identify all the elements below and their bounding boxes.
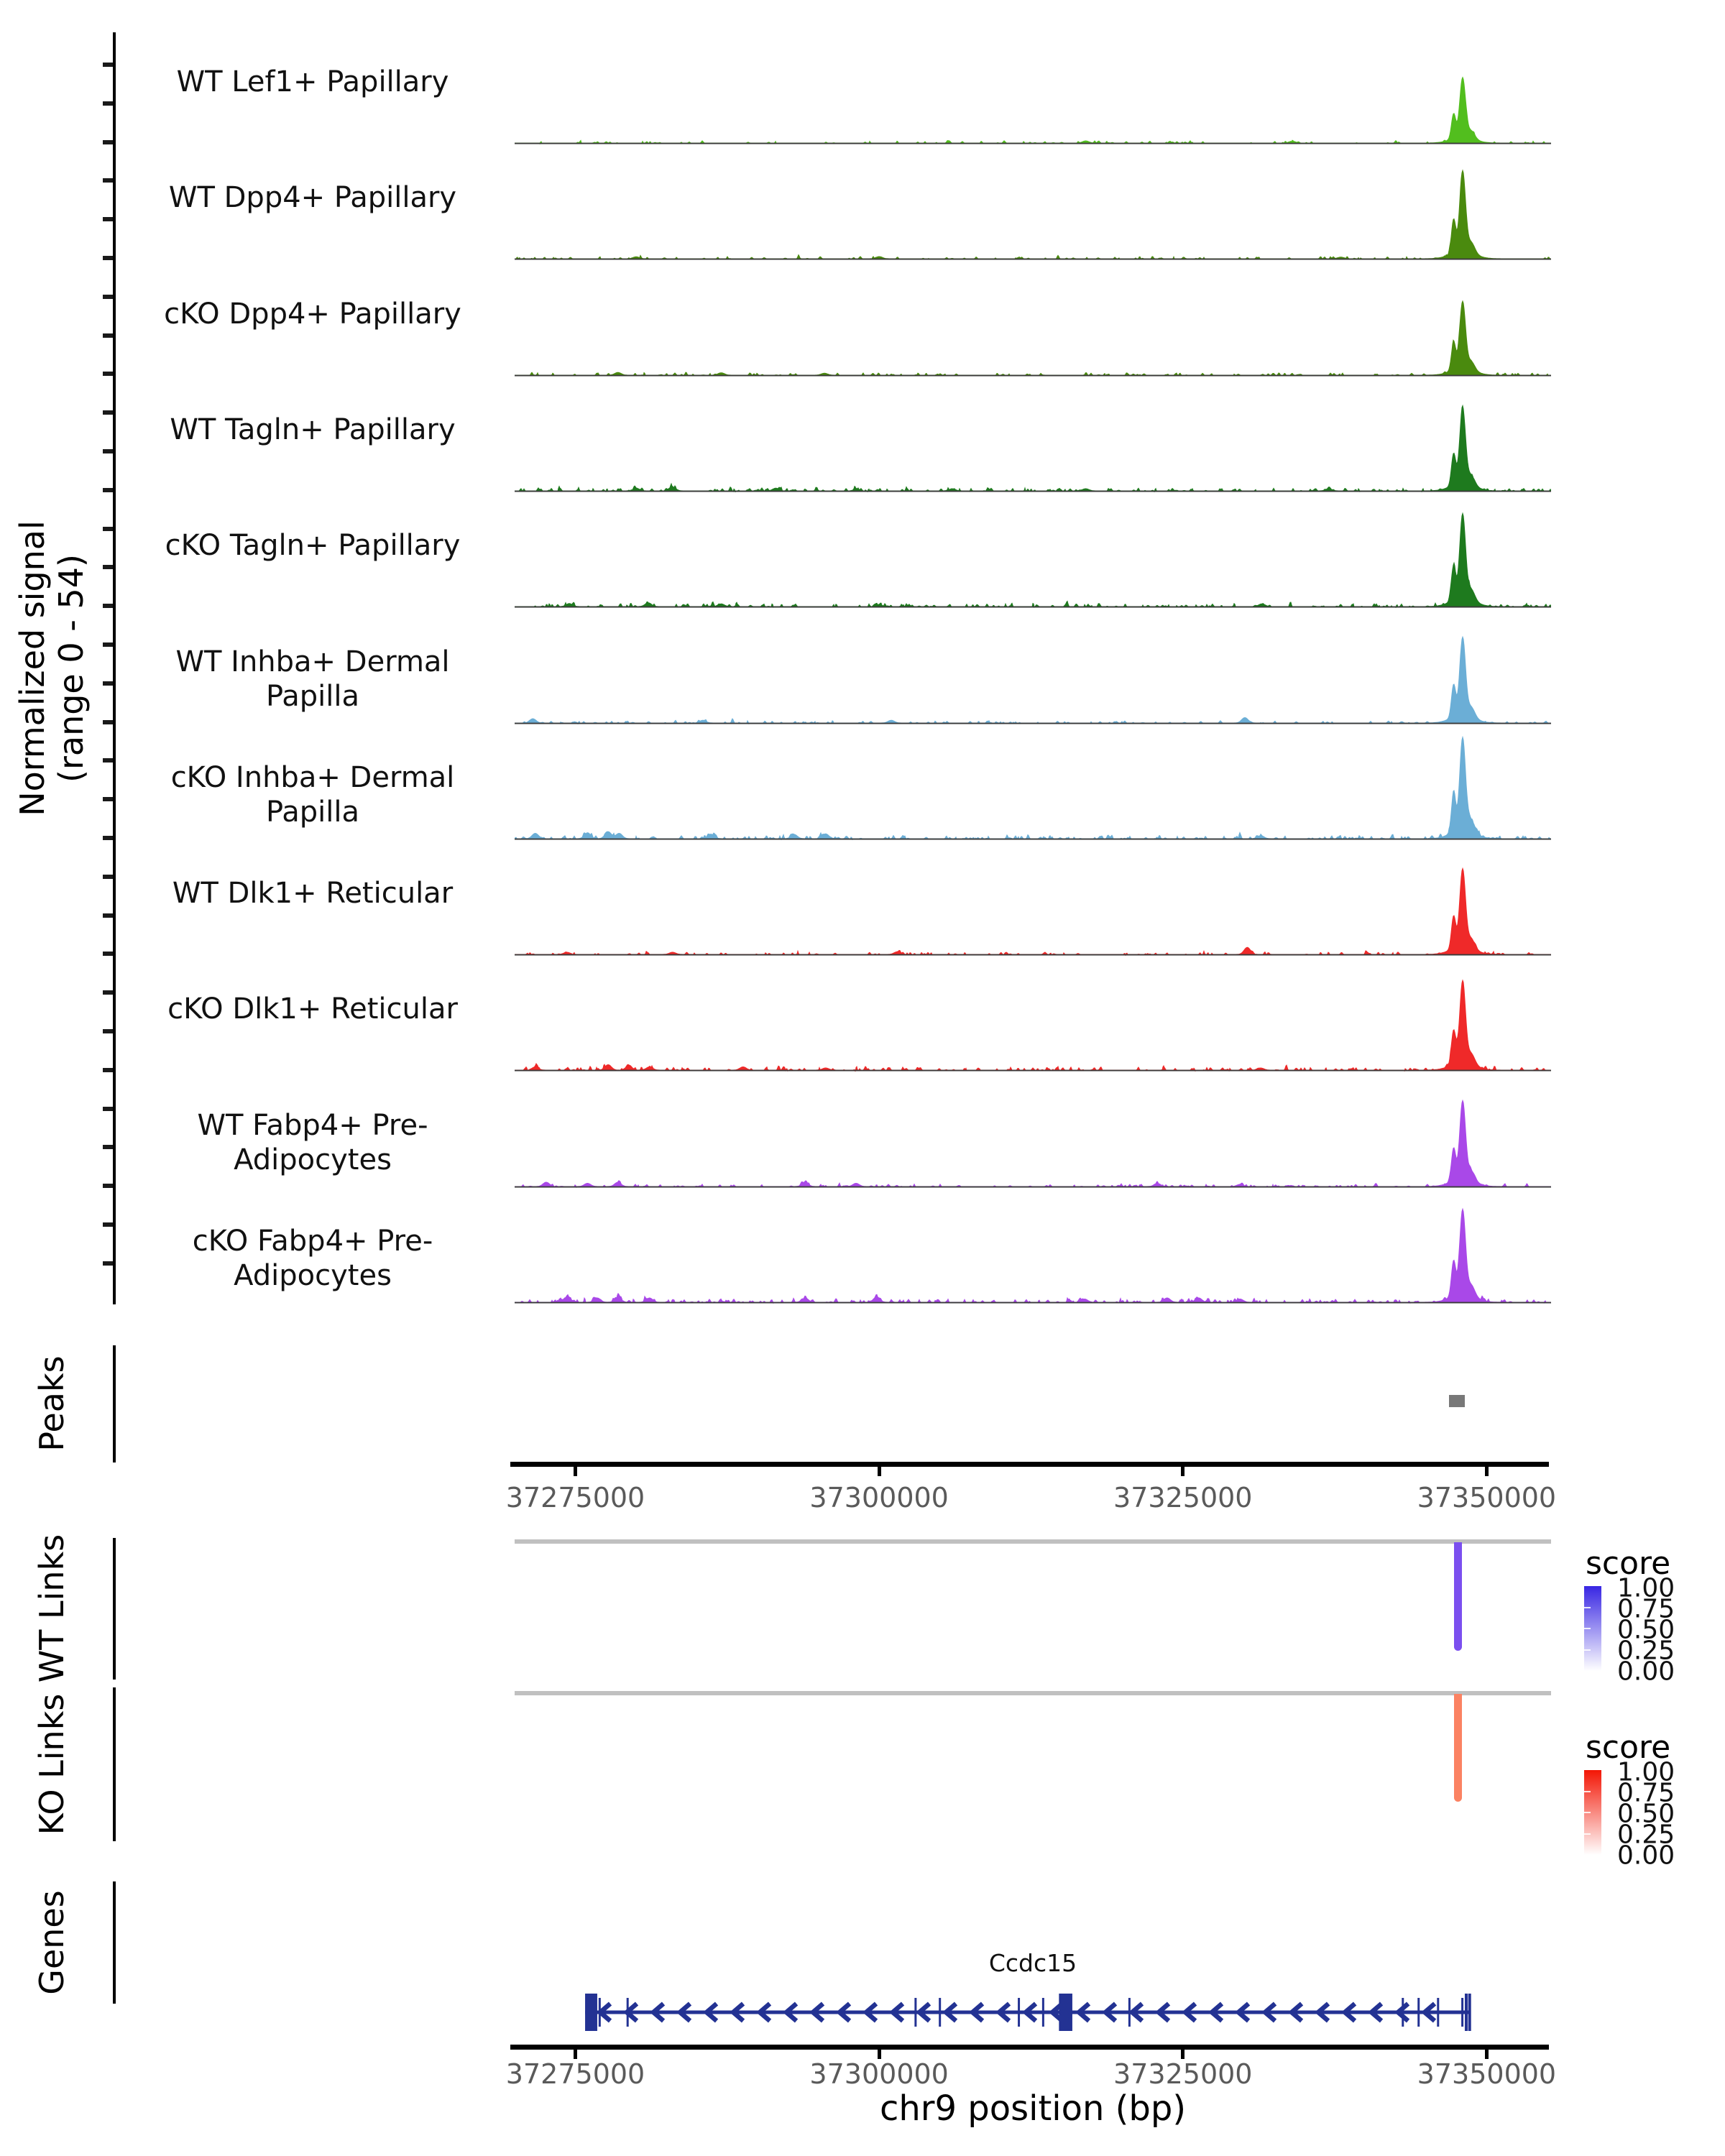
track-baseline	[515, 259, 1551, 260]
signal-axis-title-line2: (range 0 - 54)	[52, 554, 91, 783]
signal-axis-tick	[103, 604, 113, 608]
coverage-area	[515, 514, 1551, 608]
exon-tick	[1018, 1998, 1020, 2027]
coverage-track-8	[515, 847, 1551, 956]
x-axis-tick-label: 37325000	[1113, 1482, 1253, 1514]
x-axis-tick-label: 37350000	[1417, 2058, 1557, 2090]
track-baseline	[515, 143, 1551, 144]
coverage-area	[515, 868, 1551, 955]
coverage-area	[515, 980, 1551, 1072]
signal-axis-tick	[103, 758, 113, 763]
signal-axis-tick	[103, 836, 113, 840]
signal-axis-tick	[103, 797, 113, 801]
signal-axis-title-line1: Normalized signal	[13, 520, 52, 816]
gene-name-label: Ccdc15	[988, 1949, 1077, 1977]
signal-axis-tick	[103, 1068, 113, 1072]
x-axis-tick-label: 37325000	[1113, 2058, 1253, 2090]
signal-axis-tick	[103, 681, 113, 686]
coverage-area	[515, 1100, 1551, 1187]
exon-tick	[1461, 1998, 1463, 2027]
coverage-area	[515, 737, 1551, 840]
wt-links-score-legend	[1584, 1545, 1725, 1721]
signal-axis-tick	[103, 990, 113, 995]
x-axis-tick-label: 37275000	[505, 2058, 645, 2090]
legend-tick-label: 0.50	[1617, 1615, 1675, 1645]
track-label: cKO Fabp4+ Pre-Adipocytes	[192, 1225, 433, 1292]
x-axis-tick	[878, 1467, 881, 1476]
track-baseline	[515, 1302, 1551, 1304]
ko-links-section-label: KO Links	[32, 1693, 71, 1835]
ko-links-axis-line	[113, 1687, 116, 1841]
x-axis-tick-label: 37300000	[809, 1482, 949, 1514]
signal-axis-tick	[103, 913, 113, 918]
signal-axis-tick	[103, 1222, 113, 1227]
track-baseline	[515, 954, 1551, 956]
track-baseline	[515, 838, 1551, 839]
x-axis-tick	[1181, 1467, 1184, 1476]
genes-section-label: Genes	[32, 1890, 71, 1995]
exon-tick	[1402, 1998, 1404, 2027]
ko-legend-title: score	[1586, 1729, 1671, 1766]
x-axis-tick	[1485, 1467, 1489, 1476]
signal-axis-title	[13, 520, 91, 816]
track-label: cKO Inhba+ Dermal Papilla	[170, 760, 455, 829]
signal-axis-tick	[103, 565, 113, 569]
coverage-area	[515, 1209, 1551, 1303]
x-axis-top-line	[510, 1462, 1549, 1467]
coverage-track-6	[515, 615, 1551, 724]
x-axis-tick-label: 37350000	[1417, 1482, 1557, 1514]
coverage-track-11	[515, 1194, 1551, 1304]
x-axis-tick-label: 37300000	[809, 2058, 949, 2090]
signal-axis-tick	[103, 488, 113, 492]
ko-legend-gradient-bar	[1584, 1770, 1601, 1855]
coverage-area	[515, 637, 1551, 724]
x-axis-bottom-line	[510, 2045, 1549, 2050]
peak-interval-box	[1449, 1395, 1465, 1407]
signal-axis-tick	[103, 527, 113, 531]
track-label: cKO Tagln+ Papillary	[165, 529, 461, 563]
signal-axis-line	[113, 32, 116, 1304]
legend-gradient-tick	[1584, 1628, 1591, 1629]
coverage-track-10	[515, 1079, 1551, 1188]
legend-gradient-tick	[1584, 1791, 1591, 1792]
track-baseline	[515, 607, 1551, 608]
track-label: WT Dpp4+ Papillary	[168, 181, 457, 215]
track-label: WT Fabp4+ Pre-Adipocytes	[197, 1108, 428, 1176]
coverage-track-4	[515, 383, 1551, 492]
ko-links-panel-border	[515, 1691, 1551, 1695]
peaks-axis-line	[113, 1345, 116, 1462]
track-label: cKO Dlk1+ Reticular	[167, 992, 458, 1026]
track-label: WT Tagln+ Papillary	[170, 413, 456, 446]
track-label: WT Inhba+ Dermal Papilla	[175, 645, 450, 713]
x-axis-tick-label: 37275000	[505, 1482, 645, 1514]
track-label: WT Lef1+ Papillary	[176, 65, 449, 98]
signal-axis-tick	[103, 101, 113, 106]
signal-axis-tick	[103, 1261, 113, 1266]
legend-tick-label: 1.00	[1617, 1573, 1675, 1603]
wt-link-line	[1454, 1542, 1462, 1651]
track-baseline	[515, 722, 1551, 724]
legend-tick-label: 0.75	[1617, 1594, 1675, 1624]
track-label: cKO Dpp4+ Papillary	[164, 297, 461, 331]
legend-tick-label: 0.00	[1617, 1841, 1675, 1871]
signal-axis-tick	[103, 372, 113, 376]
signal-axis-tick	[103, 1107, 113, 1111]
exon-tick	[1128, 1998, 1131, 2027]
track-label: WT Dlk1+ Reticular	[172, 877, 454, 911]
signal-axis-tick	[103, 449, 113, 453]
exon-box	[1465, 1994, 1468, 2031]
signal-axis-tick	[103, 410, 113, 415]
legend-gradient-tick	[1584, 1812, 1591, 1813]
exon-tick	[627, 1998, 629, 2027]
wt-legend-gradient-bar	[1584, 1586, 1601, 1671]
exon-tick	[914, 1998, 916, 2027]
legend-tick-label: 1.00	[1617, 1757, 1675, 1787]
x-axis-title: chr9 position (bp)	[879, 2088, 1187, 2129]
gene-model-glyph	[515, 1981, 1551, 2046]
wt-legend-title: score	[1586, 1545, 1671, 1582]
exon-tick	[1042, 1998, 1044, 2027]
legend-gradient-tick	[1584, 1649, 1591, 1651]
exon-tick	[1437, 1998, 1439, 2027]
track-baseline	[515, 1070, 1551, 1072]
legend-gradient-tick	[1584, 1607, 1591, 1608]
signal-axis-tick	[103, 952, 113, 956]
genes-axis-line	[113, 1881, 116, 2004]
track-baseline	[515, 374, 1551, 376]
exon-tick	[599, 1998, 601, 2027]
peaks-section-label: Peaks	[32, 1355, 71, 1452]
exon-box	[585, 1994, 597, 2031]
signal-axis-tick	[103, 295, 113, 299]
legend-tick-label: 0.25	[1617, 1636, 1675, 1666]
exon-box	[1059, 1994, 1072, 2031]
coverage-area	[515, 78, 1551, 144]
signal-axis-tick	[103, 875, 113, 879]
legend-tick-label: 0.00	[1617, 1657, 1675, 1687]
ko-links-score-legend	[1584, 1729, 1725, 1905]
signal-axis-tick	[103, 642, 113, 647]
legend-gradient-tick	[1584, 1833, 1591, 1835]
wt-links-section-label: WT Links	[32, 1534, 71, 1683]
coverage-track-3	[515, 267, 1551, 377]
legend-tick-label: 0.25	[1617, 1820, 1675, 1850]
signal-axis-tick	[103, 217, 113, 221]
exon-tick	[1417, 1998, 1420, 2027]
track-baseline	[515, 1186, 1551, 1187]
exon-tick	[939, 1998, 941, 2027]
coverage-area	[515, 301, 1551, 376]
signal-axis-tick	[103, 63, 113, 67]
coverage-area	[515, 170, 1551, 259]
legend-tick-label: 0.75	[1617, 1778, 1675, 1808]
exon-box	[1468, 1994, 1471, 2031]
coverage-track-2	[515, 151, 1551, 260]
coverage-track-7	[515, 731, 1551, 840]
signal-axis-tick	[103, 1184, 113, 1188]
x-axis-tick	[574, 1467, 577, 1476]
coverage-track-9	[515, 962, 1551, 1072]
coverage-area	[515, 405, 1551, 492]
signal-axis-tick	[103, 256, 113, 260]
signal-axis-tick	[103, 1029, 113, 1033]
legend-tick-label: 0.50	[1617, 1799, 1675, 1829]
signal-axis-tick	[103, 1145, 113, 1149]
ko-link-line	[1454, 1694, 1462, 1802]
wt-links-panel-border	[515, 1539, 1551, 1544]
signal-axis-tick	[103, 720, 113, 724]
coverage-track-1	[515, 35, 1551, 144]
coverage-track-5	[515, 499, 1551, 608]
signal-axis-tick	[103, 178, 113, 183]
signal-axis-tick	[103, 333, 113, 338]
wt-links-axis-line	[113, 1538, 116, 1680]
signal-axis-tick	[103, 140, 113, 144]
track-baseline	[515, 490, 1551, 492]
